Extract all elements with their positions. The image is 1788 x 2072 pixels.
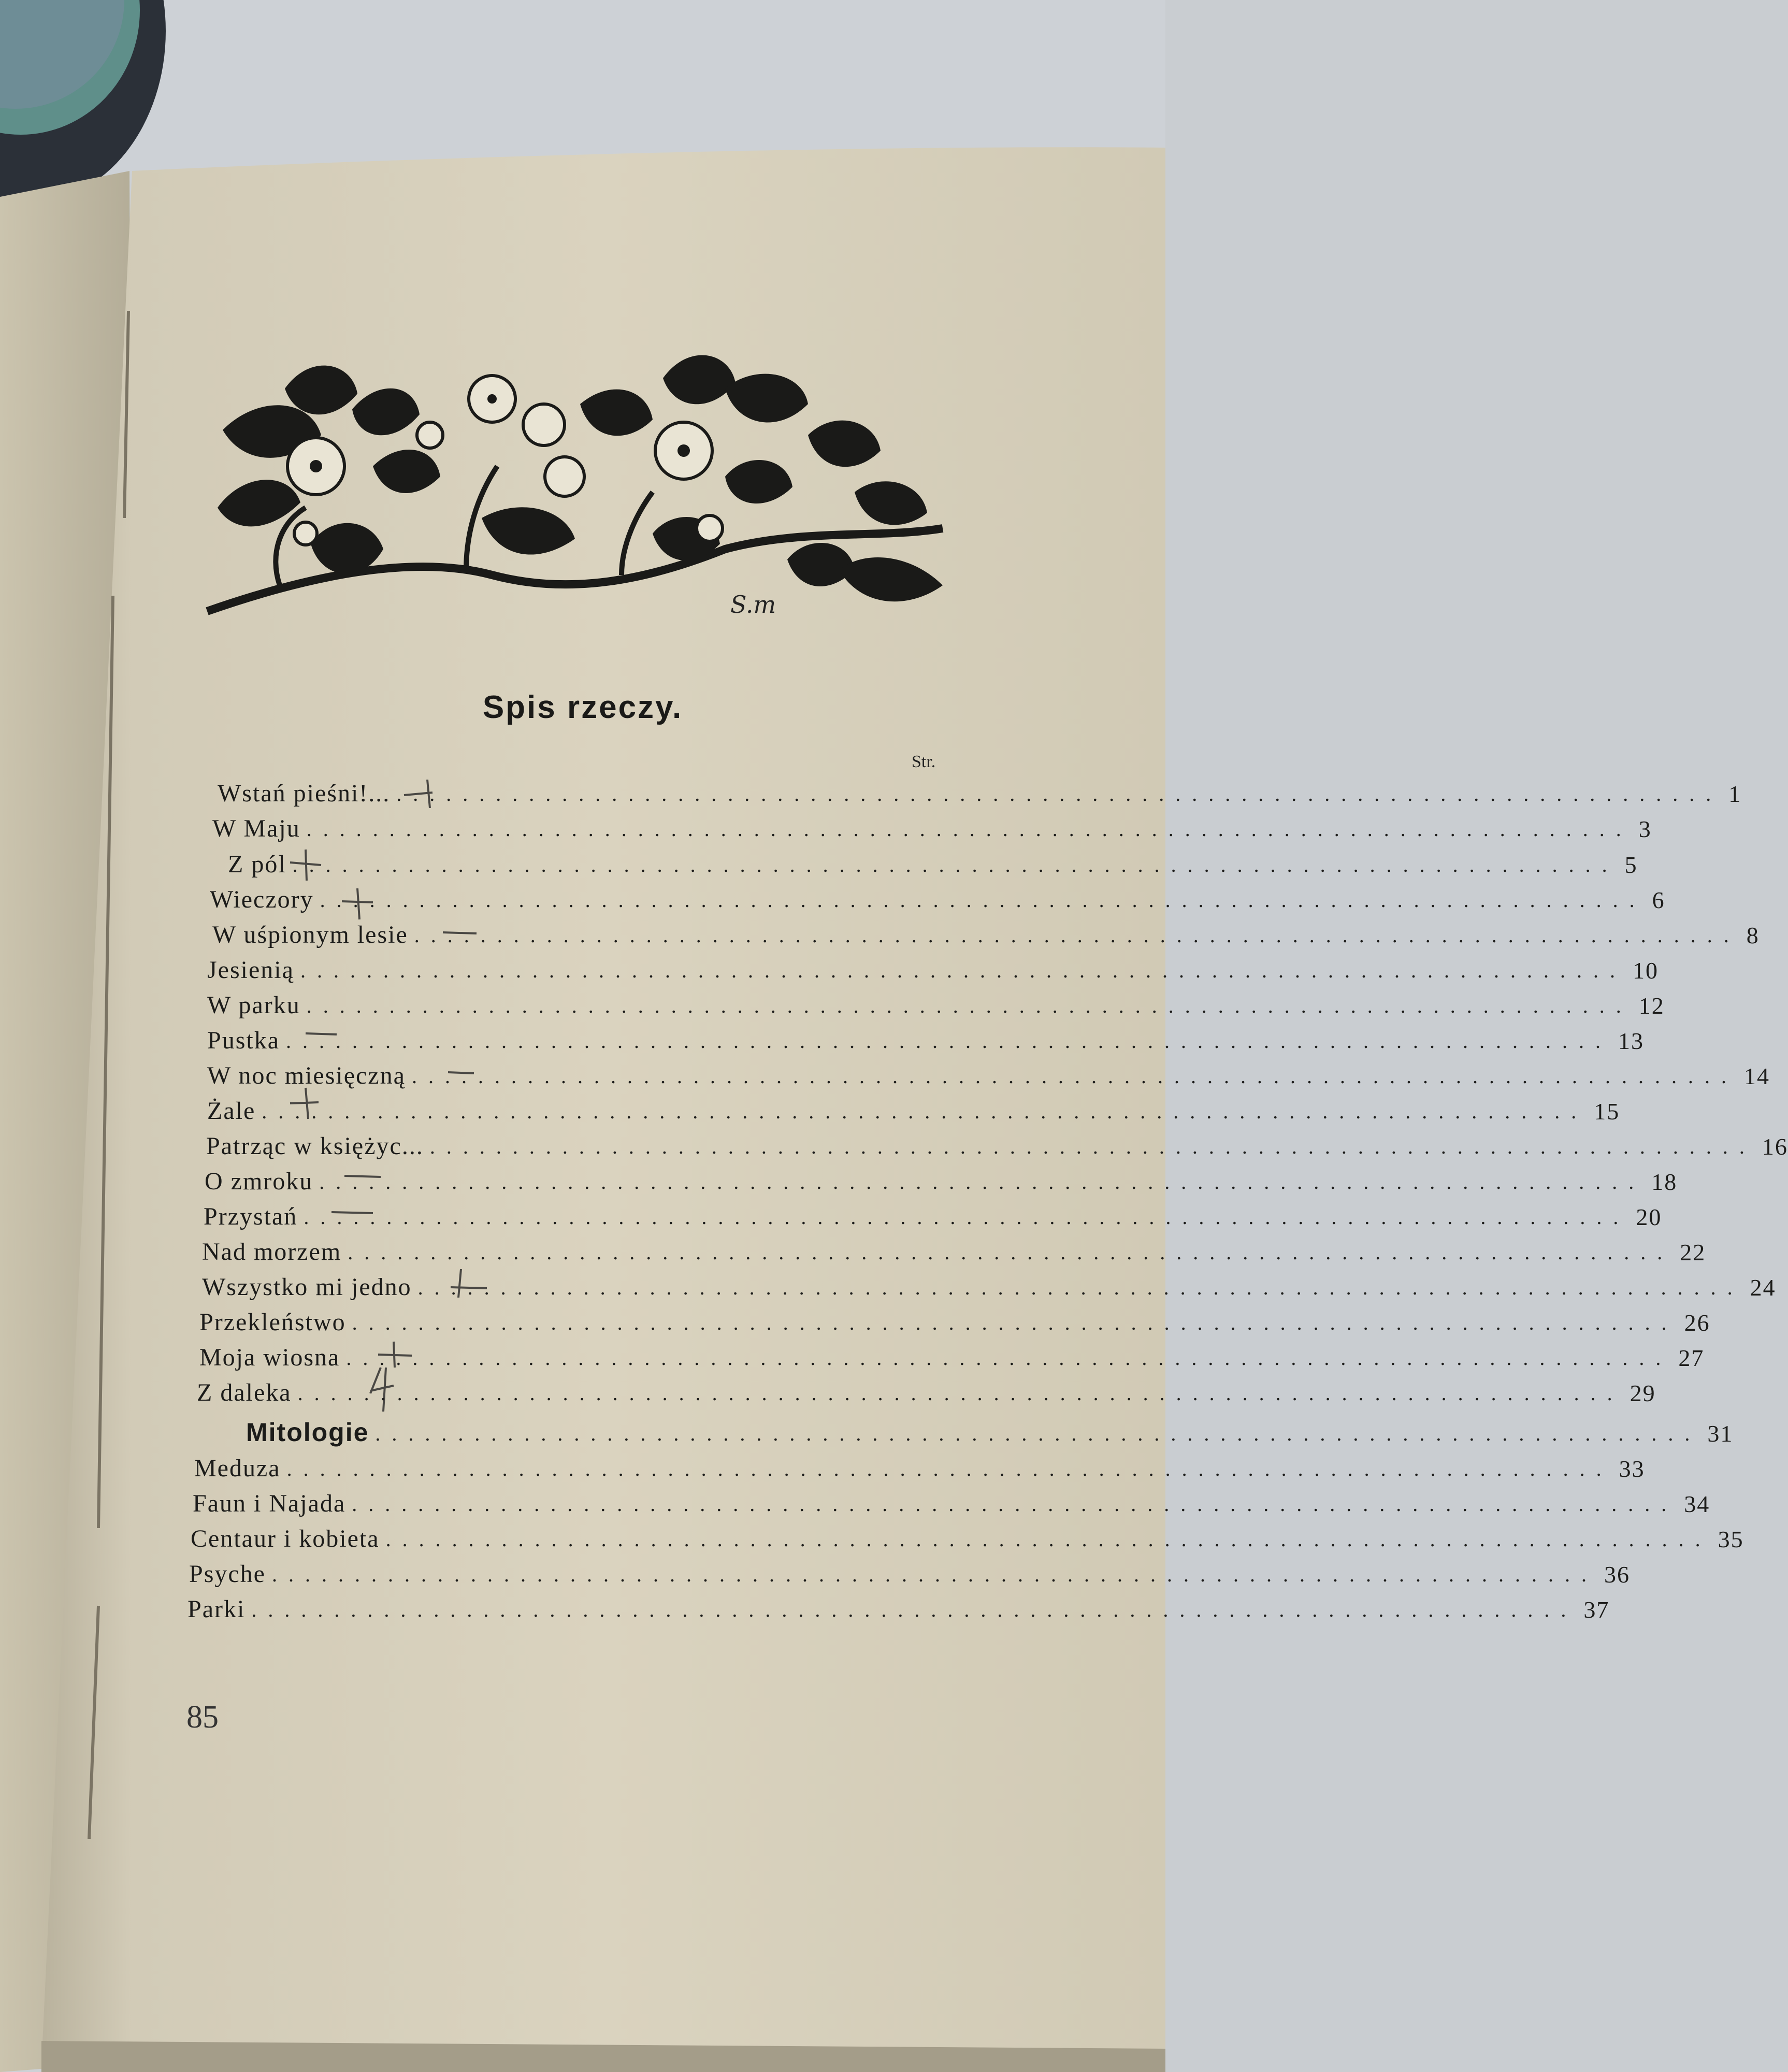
leader-dots: ................................................................................ — [375, 1422, 1702, 1445]
toc-entry-page: 31 — [1707, 1420, 1734, 1447]
leader-dots: ................................................................................ — [304, 1205, 1630, 1229]
toc-entry-page: 14 — [1743, 1063, 1770, 1089]
toc-entry-page: 29 — [1630, 1380, 1656, 1406]
toc-entry-page: 10 — [1632, 957, 1659, 984]
toc-entry-page: 12 — [1638, 992, 1665, 1019]
toc-entry-title: Z pól — [228, 851, 286, 878]
toc-entry-page: 15 — [1594, 1098, 1620, 1125]
page-folio: 85 — [186, 1700, 219, 1735]
toc-entry — [189, 1555, 1630, 1588]
toc-entry-page: 5 — [1624, 852, 1638, 878]
toc-entry — [207, 1092, 1620, 1125]
toc-entry — [207, 986, 1665, 1019]
leader-dots: ................................................................................ — [297, 1382, 1624, 1405]
toc-entry-title: Meduza — [194, 1455, 281, 1482]
toc-entry — [193, 1485, 1710, 1518]
toc-entry — [188, 1590, 1610, 1623]
toc-entry-title: Wszystko mi jedno — [202, 1273, 412, 1301]
toc-entry — [199, 1339, 1705, 1372]
leader-dots: ................................................................................ — [417, 1276, 1744, 1299]
toc-entry-page: 6 — [1652, 887, 1665, 913]
toc-entry-page: 18 — [1651, 1169, 1678, 1195]
leader-dots: ................................................................................ — [429, 1135, 1756, 1158]
toc-entry — [207, 951, 1659, 984]
leader-dots: ................................................................................ — [286, 1457, 1613, 1480]
toc-entry-title: Moja wiosna — [199, 1344, 340, 1371]
toc-entry-page: 27 — [1678, 1345, 1705, 1371]
toc-section-heading — [246, 1414, 1734, 1447]
toc-entry — [207, 1021, 1645, 1055]
toc-entry-page: 33 — [1619, 1456, 1645, 1482]
toc-entry-title: Mitologie — [246, 1418, 369, 1447]
toc-entry-page: 16 — [1762, 1133, 1788, 1160]
toc-entry-page: 34 — [1684, 1491, 1710, 1517]
toc-entry-title: Parki — [188, 1595, 246, 1623]
toc-entry-page: 1 — [1728, 781, 1742, 807]
page-title: Spis rzeczy. — [482, 689, 683, 725]
toc-entry — [205, 1162, 1678, 1196]
leader-dots: ................................................................................ — [300, 959, 1626, 982]
leader-dots: ................................................................................ — [320, 888, 1646, 912]
leader-dots: ................................................................................ — [306, 994, 1633, 1017]
toc-entry — [199, 1303, 1710, 1336]
toc-entry-page: 8 — [1746, 922, 1760, 948]
toc-entry-page: 24 — [1750, 1274, 1776, 1301]
leader-dots: ................................................................................ — [251, 1598, 1578, 1621]
toc-entry — [218, 774, 1742, 808]
toc-entry-page: 20 — [1636, 1204, 1662, 1230]
toc-entry-page: 35 — [1718, 1526, 1744, 1552]
toc-entry-title: Pustka — [207, 1027, 280, 1054]
toc-entry-title: Żale — [207, 1097, 256, 1125]
toc-entry — [212, 916, 1760, 949]
toc-entry-title: W Maju — [212, 815, 300, 842]
leader-dots: ................................................................................ — [414, 924, 1740, 947]
toc-entry-page: 36 — [1604, 1561, 1630, 1588]
leader-dots: ................................................................................ — [306, 817, 1633, 841]
toc-entry-title: Patrząc w księżyc... — [206, 1132, 424, 1160]
leader-dots: ................................................................................ — [292, 853, 1619, 876]
toc-entry — [204, 1198, 1662, 1231]
leader-dots: ................................................................................ — [346, 1346, 1672, 1370]
toc-entry-title: W uśpionym lesie — [212, 921, 408, 948]
leader-dots: ................................................................................ — [352, 1492, 1678, 1516]
leader-dots: ................................................................................ — [385, 1528, 1712, 1551]
toc-entry-title: Centaur i kobieta — [191, 1525, 380, 1552]
toc-entry — [202, 1233, 1706, 1266]
toc-entry — [191, 1520, 1744, 1553]
toc-entry — [212, 810, 1652, 843]
toc-entry — [207, 1057, 1770, 1090]
toc-entry — [210, 881, 1665, 914]
toc-entry-page: 22 — [1680, 1239, 1706, 1265]
toc-entry — [197, 1374, 1656, 1407]
toc-entry-title: W noc miesięczną — [207, 1062, 406, 1089]
toc-entry-title: Psyche — [189, 1560, 266, 1588]
toc-entry — [194, 1449, 1645, 1483]
toc-entry-title: Przekleństwo — [199, 1308, 346, 1336]
leader-dots: ................................................................................ — [348, 1241, 1674, 1264]
toc-entry — [228, 845, 1638, 879]
page-column-label: Str. — [912, 752, 936, 771]
toc-entry-title: Wstań pieśni!... — [218, 780, 391, 807]
leader-dots: ................................................................................ — [352, 1311, 1678, 1334]
toc-entry-title: Wieczory — [210, 886, 314, 913]
toc-entry-title: Nad morzem — [202, 1238, 342, 1265]
toc-entry-page: 3 — [1638, 816, 1652, 842]
leader-dots: ................................................................................ — [396, 782, 1723, 805]
leader-dots: ................................................................................ — [411, 1064, 1738, 1088]
toc-entry-title: Z daleka — [197, 1379, 292, 1406]
toc-entry-title: Faun i Najada — [193, 1490, 346, 1517]
toc-entry — [206, 1127, 1788, 1160]
toc-entry-page: 37 — [1583, 1596, 1610, 1623]
toc-entry-page: 13 — [1618, 1028, 1645, 1054]
toc-entry-title: W parku — [207, 991, 300, 1019]
leader-dots: ................................................................................ — [262, 1100, 1588, 1123]
leader-dots: ................................................................................ — [271, 1563, 1598, 1586]
toc-entry-title: O zmroku — [205, 1168, 313, 1195]
leader-dots: ................................................................................ — [319, 1170, 1646, 1193]
toc-entry-page: 26 — [1684, 1310, 1710, 1336]
ornament-monogram: S.m — [730, 591, 776, 618]
toc-entry-title: Jesienią — [207, 956, 294, 984]
toc-entry-title: Przystań — [204, 1203, 298, 1230]
toc-entry — [202, 1268, 1776, 1301]
leader-dots: ................................................................................ — [286, 1029, 1612, 1053]
